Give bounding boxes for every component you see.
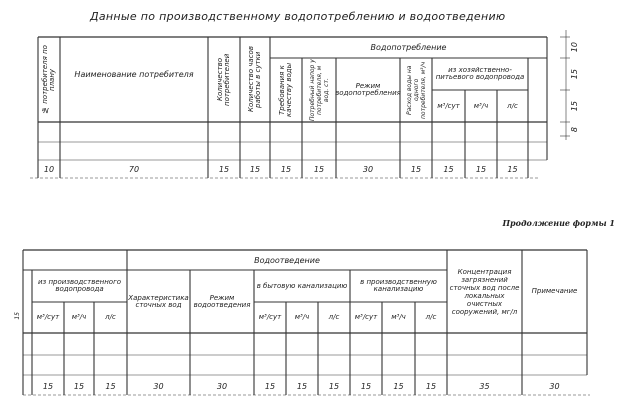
- header-consumption-mode: Режим водопотребления: [335, 82, 401, 97]
- header-industrial-sewer: в производственную канализацию: [360, 278, 437, 293]
- header-industrial-supply: из производственного водопровода: [37, 278, 122, 293]
- dimension: 15: [264, 381, 276, 391]
- unit: л/с: [105, 313, 116, 321]
- header-hours: Количество часов работы в сутки: [247, 46, 262, 113]
- header-note: Примечание: [531, 287, 578, 295]
- header-pressure: Потребный напор у потребителя, м вод. ст.: [308, 59, 330, 121]
- dimension: 15: [42, 381, 54, 391]
- unit: л/с: [328, 313, 340, 321]
- unit: м³/ч: [71, 313, 87, 321]
- header-water-consumption: Водопотребление: [370, 43, 447, 52]
- dimension: 15: [360, 381, 372, 391]
- unit: м³/ч: [294, 313, 310, 321]
- dimension: 15: [393, 381, 404, 391]
- row-dimension: 10: [569, 42, 579, 53]
- unit: м³/ч: [391, 313, 406, 321]
- dimension: 15: [105, 381, 116, 391]
- header-concentration: Концентрация загрязнений сточных вод после локальных очистных сооружений, мг/л: [449, 267, 520, 316]
- form-title: Данные по производственному водопотреблению и водоотведению: [90, 10, 506, 23]
- dimension: 15: [249, 164, 261, 174]
- dimension: 15: [73, 381, 85, 391]
- dimension: 30: [362, 164, 374, 174]
- dimension: 15: [296, 381, 308, 391]
- dimension: 30: [153, 381, 164, 391]
- dimension: 15: [328, 381, 340, 391]
- header-quality: Требования к качеству воды: [278, 62, 293, 118]
- header-disposal-mode: Режим водоотведения: [193, 293, 251, 309]
- header-number: № потребителя по плану: [41, 45, 56, 114]
- header-wastewater-character: Характеристика сточных вод: [128, 293, 189, 309]
- unit: л/с: [507, 101, 518, 110]
- dimension: 30: [216, 381, 228, 391]
- dimension: 15: [410, 164, 422, 174]
- row-dimension: 15: [13, 312, 21, 320]
- row-dimension: 8: [569, 127, 579, 133]
- unit: м³/сут: [437, 101, 460, 110]
- header-name: Наименование потребителя: [74, 70, 194, 79]
- unit: м³/сут: [354, 313, 378, 321]
- header-count: Количество потребителей: [216, 53, 231, 106]
- dimension: 70: [128, 164, 140, 174]
- dimension: 35: [479, 381, 490, 391]
- row-dimension: 15: [569, 68, 579, 80]
- dimension: 15: [313, 164, 325, 174]
- unit: м³/сут: [258, 313, 282, 321]
- header-domestic-sewer: в бытовую канализацию: [256, 281, 348, 290]
- dimension: 15: [425, 381, 437, 391]
- dimension: 10: [43, 164, 55, 174]
- unit: м³/сут: [36, 313, 60, 321]
- unit: л/с: [425, 313, 437, 321]
- unit: м³/ч: [473, 101, 489, 110]
- dimension: 15: [443, 164, 454, 174]
- row-dimension: 15: [569, 100, 579, 112]
- continuation-label: Продолжение формы 1: [502, 218, 615, 228]
- dimension: 15: [507, 164, 518, 174]
- header-flow: Расход воды на одного потребителя, м³/ч: [405, 61, 427, 119]
- dimension: 15: [218, 164, 230, 174]
- dimension: 15: [475, 164, 487, 174]
- dimension: 30: [549, 381, 560, 391]
- header-domestic-supply: из хозяйственно-питьевого водопровода: [435, 66, 525, 81]
- header-water-disposal: Водоотведение: [254, 255, 320, 265]
- dimension: 15: [280, 164, 292, 174]
